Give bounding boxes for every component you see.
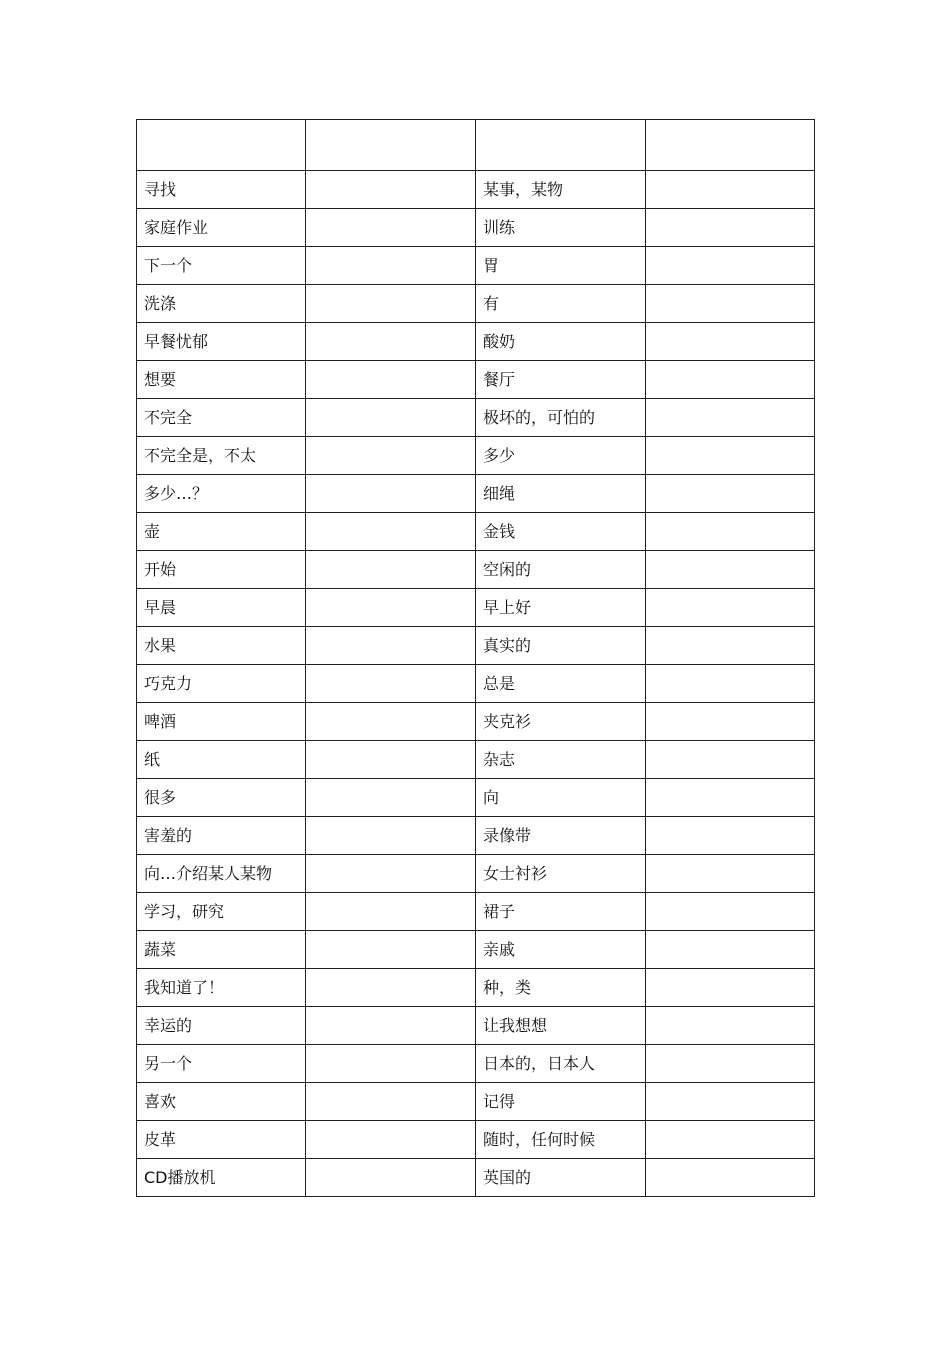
header-cell-4 — [646, 120, 815, 171]
table-row — [137, 475, 815, 513]
answer-blank-right[interactable] — [646, 399, 815, 437]
chinese-word-left: 水果 — [137, 627, 306, 665]
chinese-word-left: 另一个 — [137, 1045, 306, 1083]
chinese-word-left: 我知道了！ — [137, 969, 306, 1007]
answer-blank-right[interactable] — [646, 779, 815, 817]
answer-blank-left[interactable] — [306, 513, 476, 551]
chinese-word-right: 英国的 — [476, 1159, 646, 1197]
answer-blank-left[interactable] — [306, 1121, 476, 1159]
answer-blank-left[interactable] — [306, 247, 476, 285]
table-row — [137, 1045, 815, 1083]
answer-blank-left[interactable] — [306, 437, 476, 475]
answer-blank-right[interactable] — [646, 171, 815, 209]
table-row — [137, 1083, 815, 1121]
answer-blank-left[interactable] — [306, 285, 476, 323]
table-row — [137, 399, 815, 437]
table-row — [137, 779, 815, 817]
answer-blank-left[interactable] — [306, 855, 476, 893]
header-cell-3 — [476, 120, 646, 171]
chinese-word-left: 多少…？ — [137, 475, 306, 513]
answer-blank-right[interactable] — [646, 437, 815, 475]
answer-blank-right[interactable] — [646, 589, 815, 627]
chinese-word-right: 裙子 — [476, 893, 646, 931]
chinese-word-left: 纸 — [137, 741, 306, 779]
chinese-word-left: 壶 — [137, 513, 306, 551]
chinese-word-left: 巧克力 — [137, 665, 306, 703]
table-row — [137, 437, 815, 475]
chinese-word-left: 想要 — [137, 361, 306, 399]
table-row — [137, 589, 815, 627]
table-row — [137, 741, 815, 779]
chinese-word-right: 种，类 — [476, 969, 646, 1007]
chinese-word-left: 开始 — [137, 551, 306, 589]
table-row — [137, 931, 815, 969]
answer-blank-right[interactable] — [646, 893, 815, 931]
answer-blank-left[interactable] — [306, 931, 476, 969]
chinese-word-right: 训练 — [476, 209, 646, 247]
table-row — [137, 969, 815, 1007]
answer-blank-right[interactable] — [646, 627, 815, 665]
chinese-word-right: 总是 — [476, 665, 646, 703]
chinese-word-right: 金钱 — [476, 513, 646, 551]
answer-blank-left[interactable] — [306, 817, 476, 855]
chinese-word-left: 害羞的 — [137, 817, 306, 855]
vocabulary-table-body — [137, 120, 815, 1197]
chinese-word-right: 酸奶 — [476, 323, 646, 361]
answer-blank-left[interactable] — [306, 475, 476, 513]
table-row — [137, 1007, 815, 1045]
answer-blank-right[interactable] — [646, 475, 815, 513]
answer-blank-left[interactable] — [306, 893, 476, 931]
table-row — [137, 1121, 815, 1159]
chinese-word-left: 向…介绍某人某物 — [137, 855, 306, 893]
chinese-word-left: 不完全 — [137, 399, 306, 437]
answer-blank-right[interactable] — [646, 1045, 815, 1083]
chinese-word-right: 某事，某物 — [476, 171, 646, 209]
chinese-word-right: 随时，任何时候 — [476, 1121, 646, 1159]
chinese-word-right: 细绳 — [476, 475, 646, 513]
chinese-word-right: 女士衬衫 — [476, 855, 646, 893]
answer-blank-right[interactable] — [646, 855, 815, 893]
answer-blank-right[interactable] — [646, 323, 815, 361]
answer-blank-left[interactable] — [306, 399, 476, 437]
table-row — [137, 247, 815, 285]
chinese-word-left: 不完全是，不太 — [137, 437, 306, 475]
answer-blank-right[interactable] — [646, 703, 815, 741]
answer-blank-left[interactable] — [306, 209, 476, 247]
answer-blank-right[interactable] — [646, 1083, 815, 1121]
table-row — [137, 323, 815, 361]
chinese-word-left: 洗涤 — [137, 285, 306, 323]
answer-blank-right[interactable] — [646, 361, 815, 399]
answer-blank-right[interactable] — [646, 665, 815, 703]
answer-blank-right[interactable] — [646, 1121, 815, 1159]
answer-blank-left[interactable] — [306, 741, 476, 779]
chinese-word-right: 录像带 — [476, 817, 646, 855]
answer-blank-left[interactable] — [306, 551, 476, 589]
answer-blank-left[interactable] — [306, 779, 476, 817]
chinese-word-right: 极坏的，可怕的 — [476, 399, 646, 437]
chinese-word-right: 让我想想 — [476, 1007, 646, 1045]
answer-blank-right[interactable] — [646, 1159, 815, 1197]
chinese-word-right: 真实的 — [476, 627, 646, 665]
answer-blank-left[interactable] — [306, 361, 476, 399]
table-row — [137, 665, 815, 703]
chinese-word-right: 餐厅 — [476, 361, 646, 399]
chinese-word-right: 夹克衫 — [476, 703, 646, 741]
table-row — [137, 627, 815, 665]
answer-blank-left[interactable] — [306, 665, 476, 703]
chinese-word-right: 多少 — [476, 437, 646, 475]
chinese-word-right: 胃 — [476, 247, 646, 285]
chinese-word-left: CD播放机 — [137, 1159, 306, 1197]
answer-blank-right[interactable] — [646, 1007, 815, 1045]
answer-blank-left[interactable] — [306, 1007, 476, 1045]
answer-blank-left[interactable] — [306, 323, 476, 361]
chinese-word-left: 蔬菜 — [137, 931, 306, 969]
table-row — [137, 209, 815, 247]
answer-blank-left[interactable] — [306, 969, 476, 1007]
chinese-word-right: 日本的，日本人 — [476, 1045, 646, 1083]
answer-blank-left[interactable] — [306, 627, 476, 665]
answer-blank-right[interactable] — [646, 741, 815, 779]
answer-blank-left[interactable] — [306, 1159, 476, 1197]
answer-blank-right[interactable] — [646, 285, 815, 323]
chinese-word-left: 啤酒 — [137, 703, 306, 741]
table-row — [137, 1159, 815, 1197]
header-cell-2 — [306, 120, 476, 171]
chinese-word-right: 有 — [476, 285, 646, 323]
answer-blank-right[interactable] — [646, 209, 815, 247]
answer-blank-right[interactable] — [646, 513, 815, 551]
chinese-word-right: 早上好 — [476, 589, 646, 627]
answer-blank-right[interactable] — [646, 817, 815, 855]
chinese-word-left: 家庭作业 — [137, 209, 306, 247]
chinese-word-left: 喜欢 — [137, 1083, 306, 1121]
table-row — [137, 361, 815, 399]
answer-blank-right[interactable] — [646, 247, 815, 285]
table-header-row — [137, 120, 815, 171]
answer-blank-right[interactable] — [646, 969, 815, 1007]
chinese-word-left: 早餐忧郁 — [137, 323, 306, 361]
answer-blank-left[interactable] — [306, 703, 476, 741]
table-row — [137, 703, 815, 741]
table-row — [137, 893, 815, 931]
answer-blank-right[interactable] — [646, 551, 815, 589]
vocabulary-table — [136, 119, 815, 1197]
table-row — [137, 817, 815, 855]
table-row — [137, 551, 815, 589]
header-cell-1 — [137, 120, 306, 171]
chinese-word-left: 幸运的 — [137, 1007, 306, 1045]
table-row — [137, 513, 815, 551]
table-row — [137, 855, 815, 893]
answer-blank-left[interactable] — [306, 1045, 476, 1083]
chinese-word-right: 空闲的 — [476, 551, 646, 589]
answer-blank-left[interactable] — [306, 171, 476, 209]
chinese-word-right: 向 — [476, 779, 646, 817]
answer-blank-right[interactable] — [646, 931, 815, 969]
chinese-word-left: 早晨 — [137, 589, 306, 627]
chinese-word-right: 杂志 — [476, 741, 646, 779]
chinese-word-right: 亲戚 — [476, 931, 646, 969]
chinese-word-left: 寻找 — [137, 171, 306, 209]
chinese-word-left: 皮革 — [137, 1121, 306, 1159]
chinese-word-left: 学习，研究 — [137, 893, 306, 931]
answer-blank-left[interactable] — [306, 589, 476, 627]
chinese-word-left: 很多 — [137, 779, 306, 817]
table-row — [137, 171, 815, 209]
answer-blank-left[interactable] — [306, 1083, 476, 1121]
chinese-word-right: 记得 — [476, 1083, 646, 1121]
chinese-word-left: 下一个 — [137, 247, 306, 285]
table-row — [137, 285, 815, 323]
